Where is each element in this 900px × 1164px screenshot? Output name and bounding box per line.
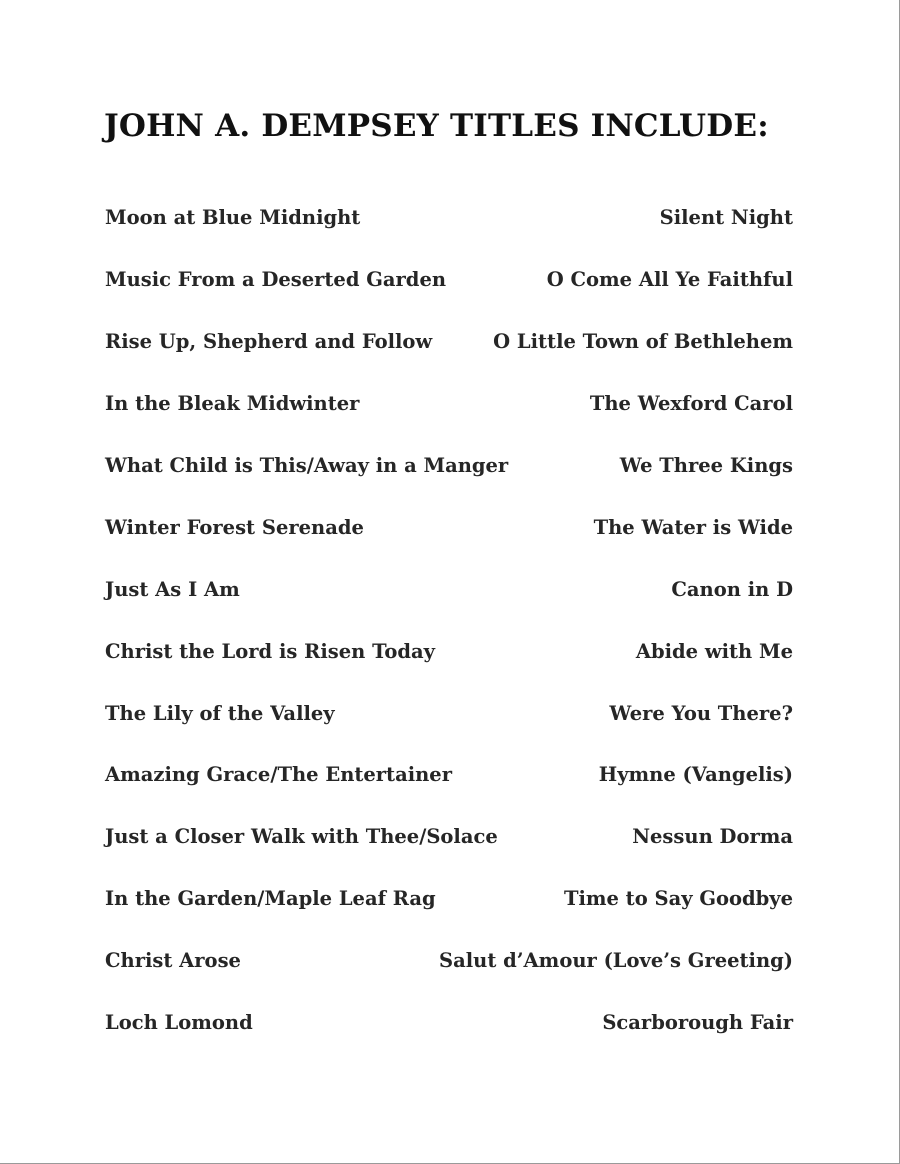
title-right: O Come All Ye Faithful [546, 268, 793, 292]
title-left: Rise Up, Shepherd and Follow [105, 330, 433, 354]
title-left: Moon at Blue Midnight [105, 206, 361, 230]
title-right: We Three Kings [619, 454, 793, 477]
title-left: Just a Closer Walk with Thee/Solace [105, 825, 498, 849]
title-row [105, 558, 793, 620]
title-left: Winter Forest Serenade [105, 515, 364, 539]
title-left: The Lily of the Valley [105, 701, 335, 725]
title-row [105, 744, 793, 806]
title-row [105, 682, 793, 744]
title-row [105, 435, 793, 497]
title-left: Loch Lomond [105, 1011, 253, 1035]
title-row [105, 992, 793, 1054]
title-row [105, 373, 793, 435]
title-left: Music From a Deserted Garden [105, 268, 447, 292]
title-right: Abide with Me [635, 639, 793, 663]
title-right: Scarborough Fair [602, 1011, 793, 1035]
title-left: Amazing Grace/The Entertainer [105, 763, 452, 787]
page-title: JOHN A. DEMPSEY TITLES INCLUDE: [104, 108, 769, 144]
title-row [105, 620, 793, 682]
title-right: Canon in D [671, 577, 793, 601]
title-right: Silent Night [659, 206, 793, 230]
title-right: Were You There? [609, 701, 793, 725]
title-right: O Little Town of Bethlehem [493, 330, 793, 354]
title-row [105, 496, 793, 558]
titles-list [105, 187, 793, 1053]
title-row [105, 868, 793, 930]
title-row [105, 187, 793, 249]
title-left: What Child is This/Away in a Manger [105, 454, 509, 477]
title-row [105, 311, 793, 373]
title-left: In the Garden/Maple Leaf Rag [105, 887, 436, 911]
title-row [105, 930, 793, 992]
title-right: The Wexford Carol [589, 392, 793, 416]
title-right: Hymne (Vangelis) [598, 763, 793, 787]
title-right: Salut d’Amour (Love’s Greeting) [439, 949, 793, 973]
title-row [105, 249, 793, 311]
title-left: Christ the Lord is Risen Today [105, 639, 435, 663]
title-left: Just As I Am [105, 577, 240, 601]
title-right: The Water is Wide [593, 515, 793, 539]
title-left: In the Bleak Midwinter [105, 392, 360, 416]
title-left: Christ Arose [105, 949, 241, 973]
title-right: Time to Say Goodbye [563, 887, 793, 911]
title-row [105, 806, 793, 868]
title-right: Nessun Dorma [632, 825, 793, 849]
